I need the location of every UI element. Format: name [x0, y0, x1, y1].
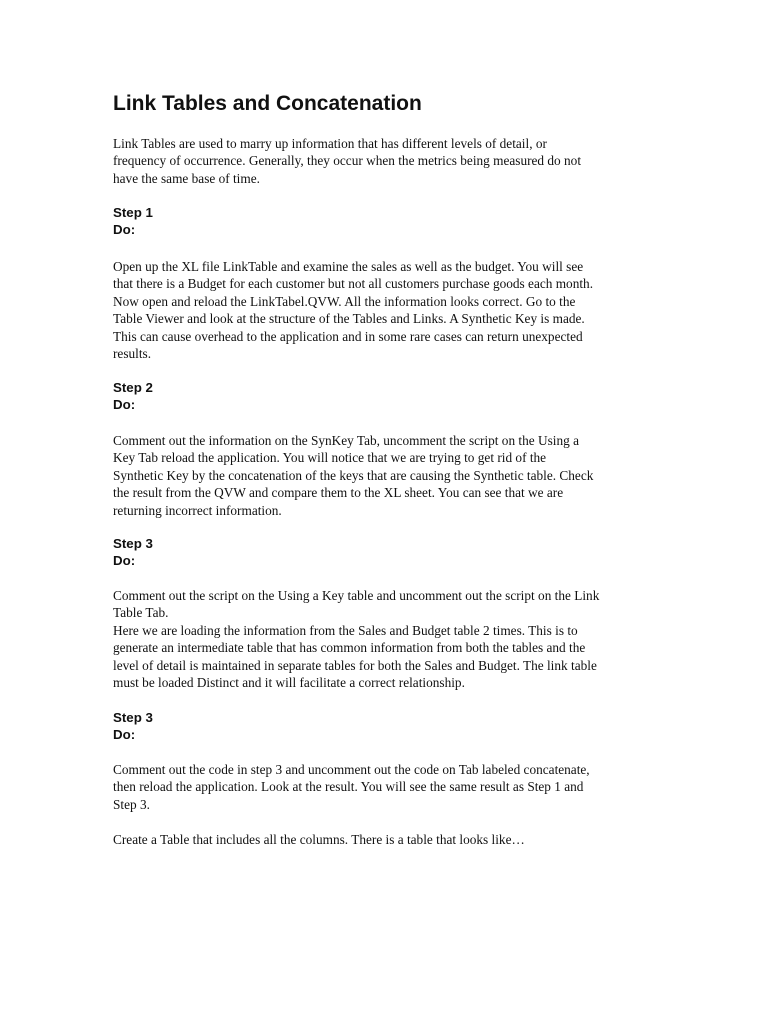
- body-line: Table Tab.: [113, 605, 169, 621]
- step-4-body: [113, 761, 658, 813]
- step-title: Step 1: [113, 205, 153, 220]
- body-line: then reload the application. Look at the result. You will see the same result as Step 1 and: [113, 779, 584, 795]
- body-line: Open up the XL file LinkTable and examine the sales as well as the budget. You will see: [113, 259, 584, 274]
- step-3-heading: [113, 535, 153, 570]
- body-line: that there is a Budget for each customer but not all customers purchase goods each month.: [113, 276, 594, 292]
- body-line: Now open and reload the LinkTabel.QVW. All the information looks correct. Go to the: [113, 293, 576, 309]
- body-line: generate an intermediate table that has common information from both the tables and the: [113, 640, 586, 656]
- body-line: Synthetic Key by the concatenation of the keys that are causing the Synthetic table. Check: [113, 467, 594, 483]
- step-do-label: Do:: [113, 397, 136, 413]
- step-1-heading: [113, 204, 153, 239]
- body-line: Comment out the code in step 3 and uncomment out the code on Tab labeled concatenate,: [113, 762, 590, 777]
- body-line: Step 3.: [113, 796, 150, 812]
- intro-line: have the same base of time.: [113, 170, 260, 186]
- step-2-body: [113, 432, 658, 519]
- step-3-body: [113, 587, 658, 691]
- step-1-body: [113, 258, 658, 362]
- body-line: This can cause overhead to the application and in some rare cases can return unexpected: [113, 328, 583, 344]
- body-line: must be loaded Distinct and it will facilitate a correct relationship.: [113, 675, 465, 691]
- step-do-label: Do:: [113, 727, 136, 743]
- document-title: Link Tables and Concatenation: [113, 92, 422, 115]
- step-title: Step 3: [113, 536, 153, 551]
- body-line: Here we are loading the information from the Sales and Budget table 2 times. This is to: [113, 622, 578, 638]
- body-line: Table Viewer and look at the structure of the Tables and Links. A Synthetic Key is made.: [113, 311, 585, 327]
- intro-paragraph: [113, 135, 658, 187]
- step-title: Step 2: [113, 380, 153, 395]
- body-line: the result from the QVW and compare them to the XL sheet. You can see that we are: [113, 485, 564, 501]
- step-4-heading: [113, 709, 153, 744]
- step-do-label: Do:: [113, 553, 136, 569]
- closing-line: Create a Table that includes all the columns. There is a table that looks like…: [113, 832, 525, 847]
- body-line: Key Tab reload the application. You will notice that we are trying to get rid of the: [113, 450, 547, 466]
- body-line: results.: [113, 346, 152, 362]
- intro-line: Link Tables are used to marry up information that has different levels of detail, or: [113, 136, 547, 151]
- body-line: Comment out the script on the Using a Key table and uncomment out the script on the Link: [113, 588, 600, 603]
- body-line: returning incorrect information.: [113, 502, 282, 518]
- body-line: Comment out the information on the SynKey Tab, uncomment the script on the Using a: [113, 433, 579, 448]
- step-do-label: Do:: [113, 222, 136, 238]
- step-2-heading: [113, 379, 153, 414]
- body-line: level of detail is maintained in separate tables for both the Sales and Budget. The link table: [113, 657, 597, 673]
- closing-paragraph: [113, 831, 658, 848]
- intro-line: frequency of occurrence. Generally, they occur when the metrics being measured do not: [113, 153, 582, 169]
- step-title: Step 3: [113, 710, 153, 725]
